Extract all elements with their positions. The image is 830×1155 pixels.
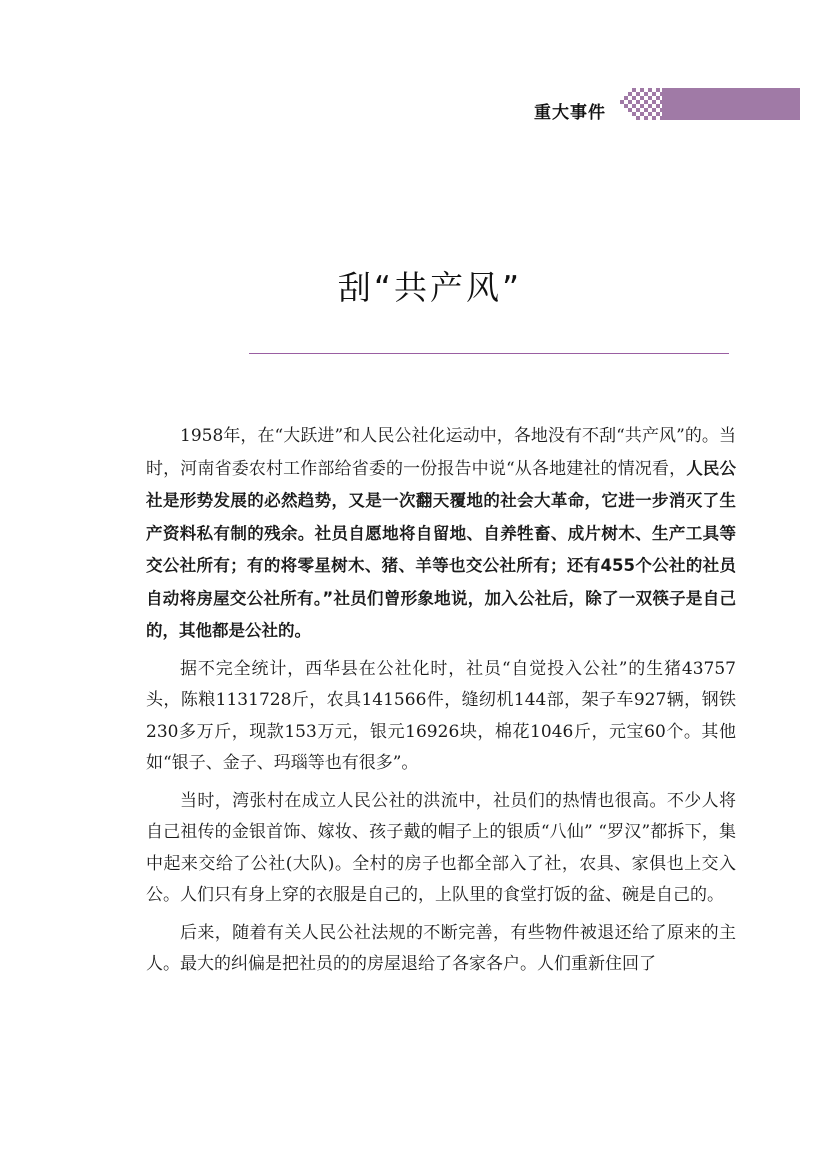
paragraph-1-emphasis: 人民公社是形势发展的必然趋势，又是一次翻天覆地的社会大革命，它进一步消灭了生产资料私有制的残余。社员自愿地将自留地、自养牲畜、成片树木、生产工具等交公社所有；有的将零星树木、猪、羊等也交公社所有；还有455个公社的社员自动将房屋交公社所有。”社员们曾形象地说，加入公社后，除了一双筷子是自己的，其他都是公社的。 [146,458,737,640]
paragraph-1-lead: 1958年，在“大跃进”和人民公社化运动中，各地没有不刮“共产风”的。当时，河南省委农村工作部给省委的一份报告中说“从各地建社的情况看， [146,426,736,479]
paragraph-4: 后来，随着有关人民公社法规的不断完善，有些物件被退还给了原来的主人。最大的纠偏是把社员的的房屋退给了各家各户。人们重新住回了 [146,922,736,974]
section-label: 重大事件 [534,103,606,123]
paragraph-2: 据不完全统计，西华县在公社化时，社员“自觉投入公社”的生猪43757头，陈粮1131728斤，农具141566件，缝纫机144部，架子车927辆，钢铁230多万斤，现款153万元，银元16926块，棉花1046斤，元宝60个。其他如“银子、金子、玛瑙等也有很多”。 [146,658,736,773]
paragraph-1 [146,421,736,648]
article-title: 刮“共产风” [337,268,523,307]
checker-pattern-decoration [620,88,664,120]
title-underline-rule [249,353,729,354]
header-color-band [662,88,800,120]
paragraph-3: 当时，湾张村在成立人民公社的洪流中，社员们的热情也很高。不少人将自己祖传的金银首饰、嫁妆、孩子戴的帽子上的银质“八仙” “罗汉”都拆下，集中起来交给了公社(大队)。全村的房子也都全部入了社，农具、家俱也上交入公。人们只有身上穿的衣服是自己的，上队里的食堂打饭的盆、碗是自己的。 [146,790,736,905]
article-body [146,421,736,987]
